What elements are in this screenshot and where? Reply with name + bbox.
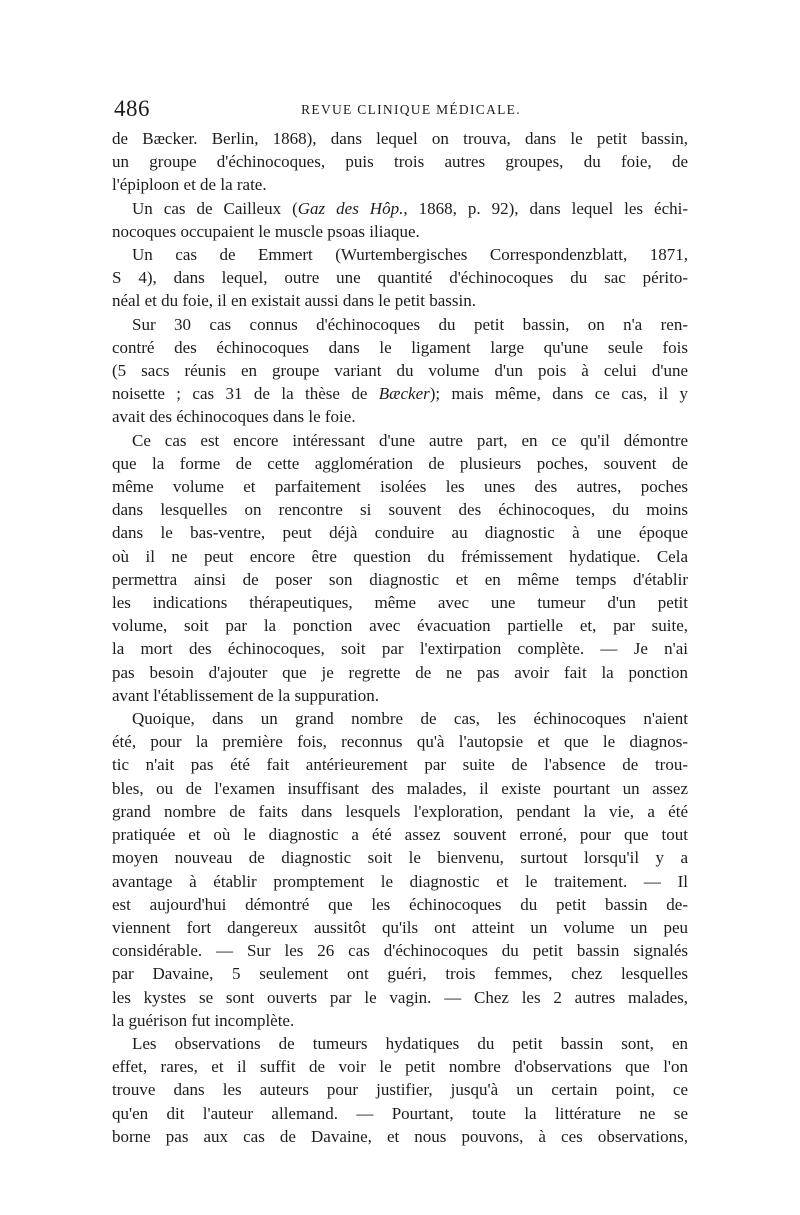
text-line: permettra ainsi de poser son diagnostic et en même temps d'établir (112, 569, 688, 589)
page-number: 486 (114, 96, 150, 121)
body-text (112, 127, 688, 1148)
text-line: viennent fort dangereux aussitôt qu'ils ont atteint un volume un peu (112, 917, 688, 937)
text-line: considérable. — Sur les 26 cas d'échinocoques du petit bassin signalés (112, 941, 688, 961)
journal-title: REVUE CLINIQUE MÉDICALE. (301, 102, 521, 117)
text-line: Quoique, dans un grand nombre de cas, les échinocoques n'aient (132, 709, 688, 729)
text-line: qu'en dit l'auteur allemand. — Pourtant, toute la littérature ne se (112, 1103, 688, 1123)
text-line: avait des échinocoques dans le foie. (112, 407, 356, 427)
text-line: un groupe d'échinocoques, puis trois autres groupes, du foie, de (112, 152, 688, 172)
text-line: la guérison fut incomplète. (112, 1010, 295, 1030)
text-line: été, pour la première fois, reconnus qu'à l'autopsie et que le diagnos- (112, 732, 688, 752)
text-line: Un cas de Cailleux (Gaz des Hôp., 1868, p. 92), dans lequel les échi- (132, 198, 688, 218)
text-line: où il ne peut encore être question du frémissement hydatique. Cela (112, 546, 688, 566)
text-line: trouve dans les auteurs pour justifier, jusqu'à un certain point, ce (112, 1080, 688, 1100)
text-line: effet, rares, et il suffit de voir le petit nombre d'observations que l'on (112, 1057, 688, 1077)
text-line: moyen nouveau de diagnostic soit le bienvenu, surtout lorsqu'il y a (112, 848, 688, 868)
text-line: même volume et parfaitement isolées les unes des autres, poches (112, 477, 688, 497)
text-line: volume, soit par la ponction avec évacuation partielle et, par suite, (112, 616, 688, 636)
text-line: les kystes se sont ouverts par le vagin. — Chez les 2 autres malades, (112, 987, 688, 1007)
text-line: borne pas aux cas de Davaine, et nous pouvons, à ces observations, (112, 1126, 688, 1146)
text-line: dans le bas-ventre, peut déjà conduire au diagnostic à une époque (112, 523, 688, 543)
text-line: Sur 30 cas connus d'échinocoques du petit bassin, on n'a ren- (132, 314, 688, 334)
text-line: les indications thérapeutiques, même avec une tumeur d'un petit (112, 593, 688, 613)
text-line: S 4), dans lequel, outre une quantité d'échinocoques du sac périto- (112, 268, 688, 288)
text-line: l'épiploon et de la rate. (112, 175, 267, 195)
text-line: tic n'ait pas été fait antérieurement par suite de l'absence de trou- (112, 755, 688, 775)
text-line: (5 sacs réunis en groupe variant du volume d'un pois à celui d'une (112, 361, 688, 381)
text-line: contré des échinocoques dans le ligament large qu'une seule fois (112, 337, 688, 357)
text-line: bles, ou de l'examen insuffisant des malades, il existe pourtant un assez (112, 778, 688, 798)
running-head (112, 96, 688, 126)
text-line: avantage à établir promptement le diagnostic et le traitement. — Il (112, 871, 688, 891)
text-line: noisette ; cas 31 de la thèse de Bæcker); mais même, dans ce cas, il y (112, 384, 688, 404)
text-line: nocoques occupaient le muscle psoas iliaque. (112, 221, 420, 241)
text-line: néal et du foie, il en existait aussi dans le petit bassin. (112, 291, 476, 311)
text-line: est aujourd'hui démontré que les échinocoques du petit bassin de- (112, 894, 688, 914)
text-line: par Davaine, 5 seulement ont guéri, trois femmes, chez lesquelles (112, 964, 688, 984)
text-line: la mort des échinocoques, soit par l'extirpation complète. — Je n'ai (112, 639, 688, 659)
text-line: de Bæcker. Berlin, 1868), dans lequel on trouva, dans le petit bassin, (112, 129, 688, 148)
text-line: grand nombre de faits dans lesquels l'exploration, pendant la vie, a été (112, 801, 688, 821)
text-line: Ce cas est encore intéressant d'une autre part, en ce qu'il démontre (132, 430, 688, 450)
text-line: avant l'établissement de la suppuration. (112, 685, 379, 705)
text-line: pratiquée et où le diagnostic a été assez souvent erroné, pour que tout (112, 825, 688, 845)
text-line: Un cas de Emmert (Wurtembergisches Correspondenzblatt, 1871, (132, 245, 688, 265)
text-line: dans lesquelles on rencontre si souvent des échinocoques, du moins (112, 500, 688, 520)
text-line: que la forme de cette agglomération de plusieurs poches, souvent de (112, 453, 688, 473)
text-line: Les observations de tumeurs hydatiques du petit bassin sont, en (132, 1033, 688, 1053)
text-line: pas besoin d'ajouter que je regrette de ne pas avoir fait la ponction (112, 662, 688, 682)
